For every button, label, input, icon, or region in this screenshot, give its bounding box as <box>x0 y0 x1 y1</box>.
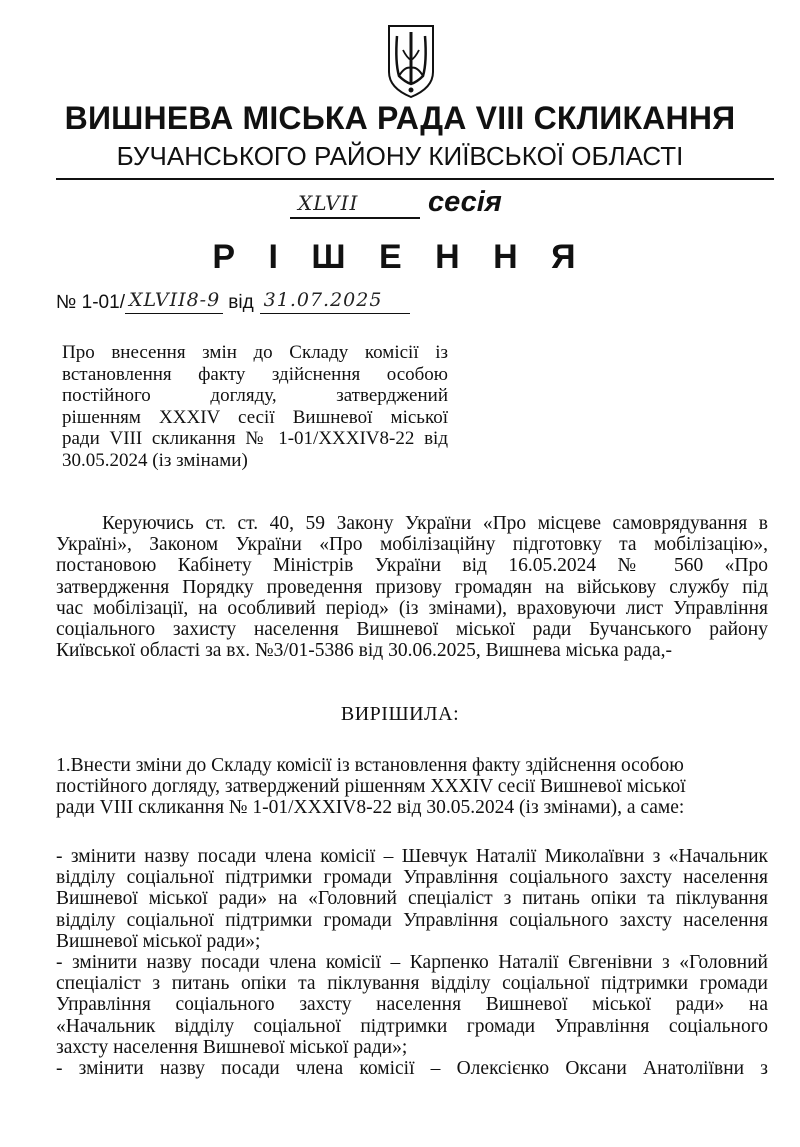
item-line: 1.Внести зміни до Складу комісії із встановлення факту здійснення особою <box>56 755 684 776</box>
session-line <box>290 186 502 219</box>
preamble-line: Керуючись ст. ст. 40, 59 Закону України «Про місцеве самоврядування в <box>102 513 768 534</box>
change-line: - змінити назву посади члена комісії – Олексієнко Оксани Анатоліївни з <box>56 1058 768 1080</box>
change-line: відділу соціальної підтримки громади Управління соціального захсту населення <box>56 909 768 931</box>
decision-number <box>56 289 410 314</box>
decision-number-handwritten: XLVII8-9 <box>128 289 221 311</box>
item-line: постійного догляду, затверджений рішенням XXXIV сесії Вишневої міської <box>56 776 686 798</box>
change-line: відділу соціальної підтримки громади Управління соціального захсту населення <box>56 867 768 889</box>
decision-number-blank <box>125 289 223 314</box>
header-divider <box>56 178 774 180</box>
tryzub-emblem-icon <box>385 22 437 100</box>
subject-line: Про внесення змін до Складу комісії із <box>62 342 448 363</box>
subject-line: 30.05.2024 (із змінами) <box>62 449 248 471</box>
subject-line: рішенням XXXIV сесії Вишневої міської <box>62 406 448 428</box>
subject-line: постійного догляду, затверджений <box>62 385 448 407</box>
change-line: Вишневої міської ради» на «Головний спеціаліст з питань опіки та піклування <box>56 888 768 910</box>
change-line: - змінити назву посади члена комісії – Шевчук Наталії Миколаївни з «Начальник <box>56 846 768 867</box>
decision-title: Р І Ш Е Н Н Я <box>212 238 588 276</box>
preamble <box>56 513 768 661</box>
change-line: захсту населення Вишневої міської ради»; <box>56 1036 408 1058</box>
preamble-line: Україні», Законом України «Про мобілізаційну підготовку та мобілізацію», <box>56 534 768 556</box>
subject-line: ради VIII скликання № 1-01/XXXIV8-22 від <box>62 428 448 450</box>
change-line: - змінити назву посади члена комісії – Карпенко Наталії Євгенівни з «Головний <box>56 952 768 974</box>
preamble-line: затвердження Порядку проведення призову громадян на військову службу під <box>56 576 768 598</box>
preamble-line: Київської області за вх. №3/01-5386 від 30.06.2025, Вишнева міська рада,- <box>56 640 672 662</box>
change-line: Вишневої міської ради»; <box>56 930 261 952</box>
change-line: спеціаліст з питань опіки та піклування відділу соціальної підтримки громади <box>56 973 768 995</box>
item-line: ради VIII скликання № 1-01/XXXIV8-22 від 30.05.2024 (із змінами), а саме: <box>56 797 685 819</box>
resolution-item-1 <box>56 755 768 819</box>
council-name: ВИШНЕВА МІСЬКА РАДА VIII СКЛИКАННЯ <box>64 100 736 136</box>
date-label: від <box>228 292 254 313</box>
date-handwritten: 31.07.2025 <box>263 289 383 311</box>
decision-subject <box>62 342 448 472</box>
resolved-heading: ВИРІШИЛА: <box>340 703 460 725</box>
subject-line: встановлення факту здійснення особою <box>62 363 448 385</box>
session-number-handwritten: XLVII <box>298 191 359 215</box>
district-name: БУЧАНСЬКОГО РАЙОНУ КИЇВСЬКОЇ ОБЛАСТІ <box>116 141 684 171</box>
changes-list <box>56 846 768 1079</box>
session-number-blank <box>290 189 420 219</box>
preamble-line: час мобілізації, на особливий період» (із змінами), враховуючи лист Управління <box>56 597 768 619</box>
preamble-line: постановою Кабінету Міністрів України від 16.05.2024 № 560 «Про <box>56 555 768 577</box>
date-blank <box>260 289 410 314</box>
change-line: «Начальник відділу соціальної підтримки громади Управління соціального <box>56 1015 768 1037</box>
change-line: Управління соціального захсту населення Вишневої міської ради» на <box>56 994 768 1016</box>
preamble-line: соціального захисту населення Вишневої міської ради Бучанського району <box>56 619 768 641</box>
session-label: сесія <box>428 186 502 218</box>
decision-number-prefix: № 1-01/ <box>56 292 125 313</box>
